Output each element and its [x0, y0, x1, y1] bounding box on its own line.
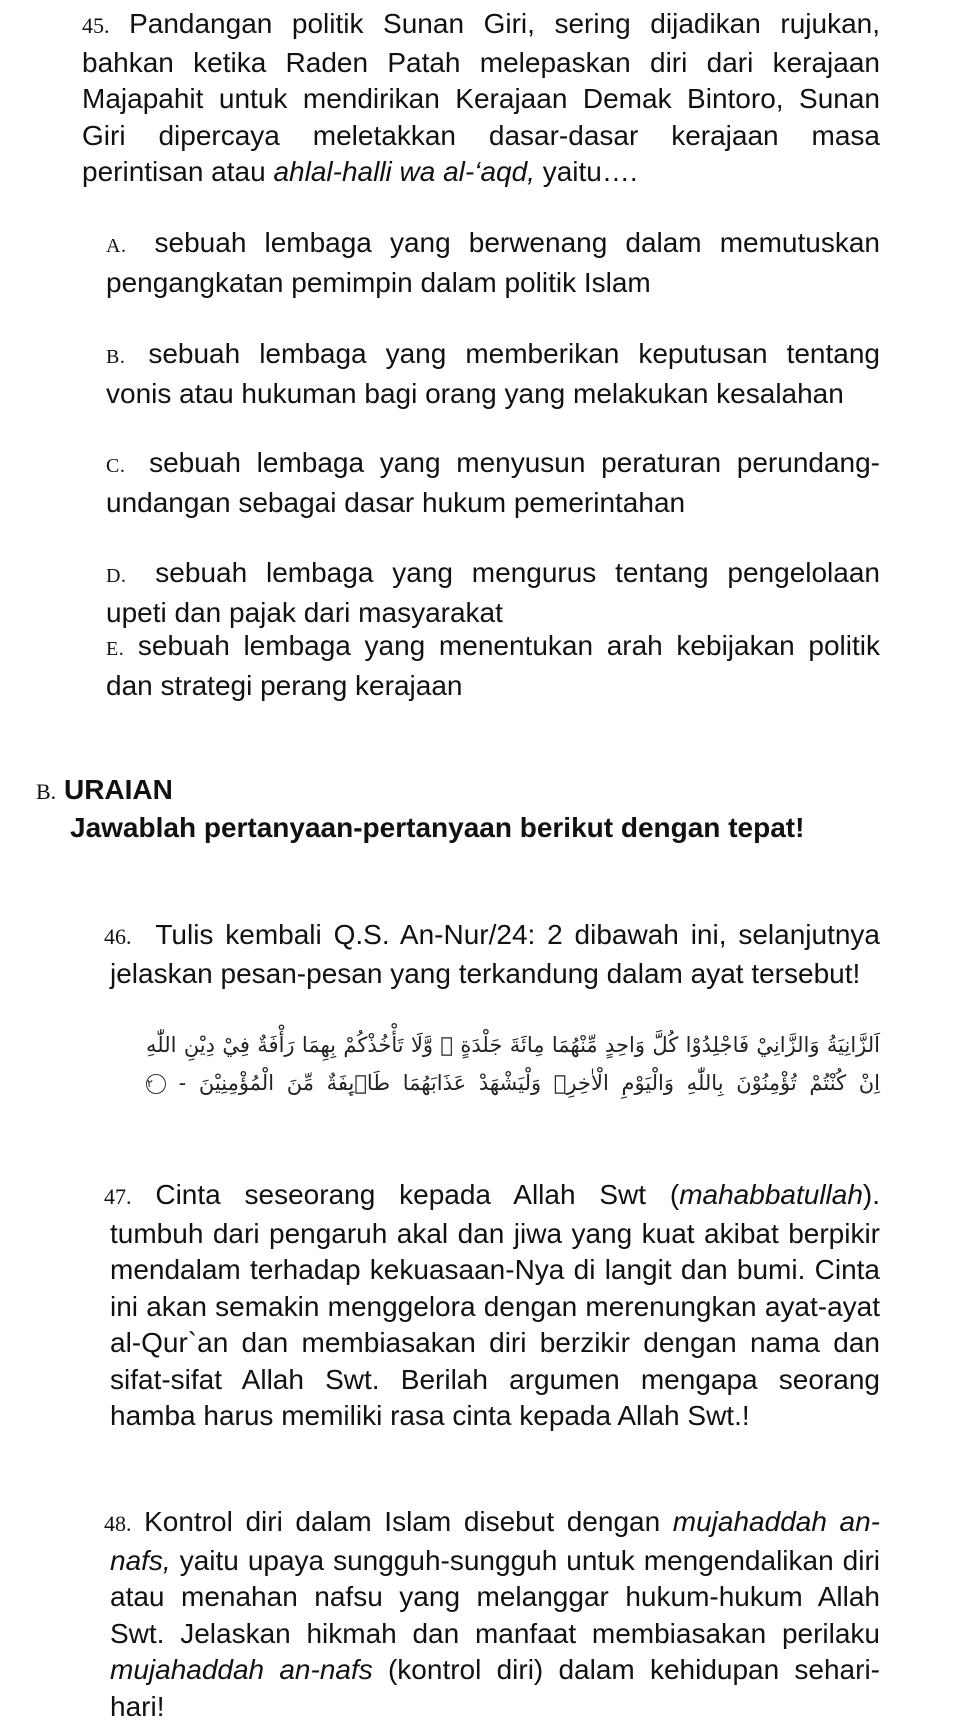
- question-number: 46.: [104, 924, 132, 949]
- option-a[interactable]: [106, 225, 880, 301]
- option-letter: C.: [106, 455, 126, 477]
- arabic-text: اَلزَّانِيَةُ وَالزَّانِيْ فَاجْلِدُوْا كُلَّ وَاحِدٍ مِّنْهُمَا مِائَةَ جَلْدَةٍ ۖ وَّلَا تَأْخُذْكُمْ بِهِمَا رَأْفَةٌ فِيْ دِيْنِ اللّٰهِ اِنْ كُنْتُمْ تُؤْمِنُوْنَ بِاللّٰهِ وَالْيَوْمِ الْاٰخِرِۚ وَلْيَشْهَدْ عَذَابَهُمَا طَاۤىِٕفَةٌ مِّنَ الْمُؤْمِنِيْنَ -: [146, 1033, 880, 1095]
- question-number: 45.: [82, 13, 110, 38]
- option-text: sebuah lembaga yang mengurus tentang pengelolaan upeti dan pajak dari masyarakat: [106, 557, 880, 628]
- option-letter: E.: [106, 638, 125, 660]
- section-heading: [36, 772, 880, 811]
- option-text: sebuah lembaga yang menentukan arah kebijakan politik dan strategi perang kerajaan: [106, 630, 881, 701]
- option-text: sebuah lembaga yang menyusun peraturan perundang-undangan sebagai dasar hukum pemerintahan: [106, 447, 880, 518]
- question-stem: Pandangan politik Sunan Giri, sering dijadikan rujukan, bahkan ketika Raden Patah melepaskan diri dari kerajaan Majapahit untuk mendirikan Kerajaan Demak Bintoro, Sunan Giri dipercaya meletakkan dasar-dasar kerajaan masa perintisan atau: [82, 8, 881, 187]
- question-term: mahabbatullah: [679, 1179, 863, 1210]
- option-d[interactable]: [106, 555, 880, 631]
- option-text: sebuah lembaga yang memberikan keputusan tentang vonis atau hukuman bagi orang yang melakukan kesalahan: [106, 338, 880, 409]
- question-term: mujahaddah an-nafs,: [110, 1506, 880, 1576]
- quran-verse: [146, 1026, 880, 1102]
- question-47: [104, 1177, 881, 1435]
- question-text: Kontrol diri dalam Islam disebut dengan: [144, 1506, 673, 1537]
- option-letter: B.: [106, 346, 126, 368]
- verse-end-marker: ٢: [146, 1074, 166, 1094]
- question-text-end: ). tumbuh dari pengaruh akal dan jiwa yang kuat akibat berpikir mendalam terhadap kekuasaan-Nya di langit dan bumi. Cinta ini akan semakin menggelora dengan merenungkan ayat-ayat al-Qur`an dan membiasakan diri berzikir dengan nama dan sifat-sifat Allah Swt. Berilah argumen mengapa seorang hamba harus memiliki rasa cinta kepada Allah Swt.!: [110, 1179, 881, 1431]
- option-e[interactable]: [106, 628, 880, 704]
- question-text-end: (kontrol diri) dalam kehidupan sehari-hari!: [110, 1654, 881, 1722]
- option-text: sebuah lembaga yang berwenang dalam memutuskan pengangkatan pemimpin dalam politik Islam: [106, 227, 880, 298]
- option-letter: D.: [106, 565, 127, 587]
- option-letter: A.: [106, 235, 127, 257]
- section-title: URAIAN: [63, 774, 173, 805]
- question-text: Cinta seseorang kepada Allah Swt (: [155, 1179, 680, 1210]
- question-46: [104, 917, 880, 992]
- question-48: [104, 1504, 881, 1725]
- option-b[interactable]: [106, 336, 880, 412]
- question-number: 47.: [104, 1184, 132, 1209]
- section-instruction: Jawablah pertanyaan-pertanyaan berikut dengan tepat!: [70, 812, 805, 843]
- question-45: [82, 6, 880, 191]
- option-c[interactable]: [106, 445, 880, 521]
- question-term-2: mujahaddah an-nafs: [110, 1654, 373, 1685]
- section-letter: B.: [36, 779, 57, 804]
- question-text: Tulis kembali Q.S. An-Nur/24: 2 dibawah ini, selanjutnya jelaskan pesan-pesan yang terkandung dalam ayat tersebut!: [110, 919, 880, 989]
- question-text-middle: yaitu upaya sungguh-sungguh untuk mengendalikan diri atau menahan nafsu yang melanggar hukum-hukum Allah Swt. Jelaskan hikmah dan manfaat membiasakan perilaku: [110, 1544, 880, 1649]
- question-term: ahlal-halli wa al-‘aqd,: [273, 156, 535, 187]
- question-number: 48.: [104, 1511, 132, 1536]
- question-stem-end: yaitu….: [534, 156, 638, 187]
